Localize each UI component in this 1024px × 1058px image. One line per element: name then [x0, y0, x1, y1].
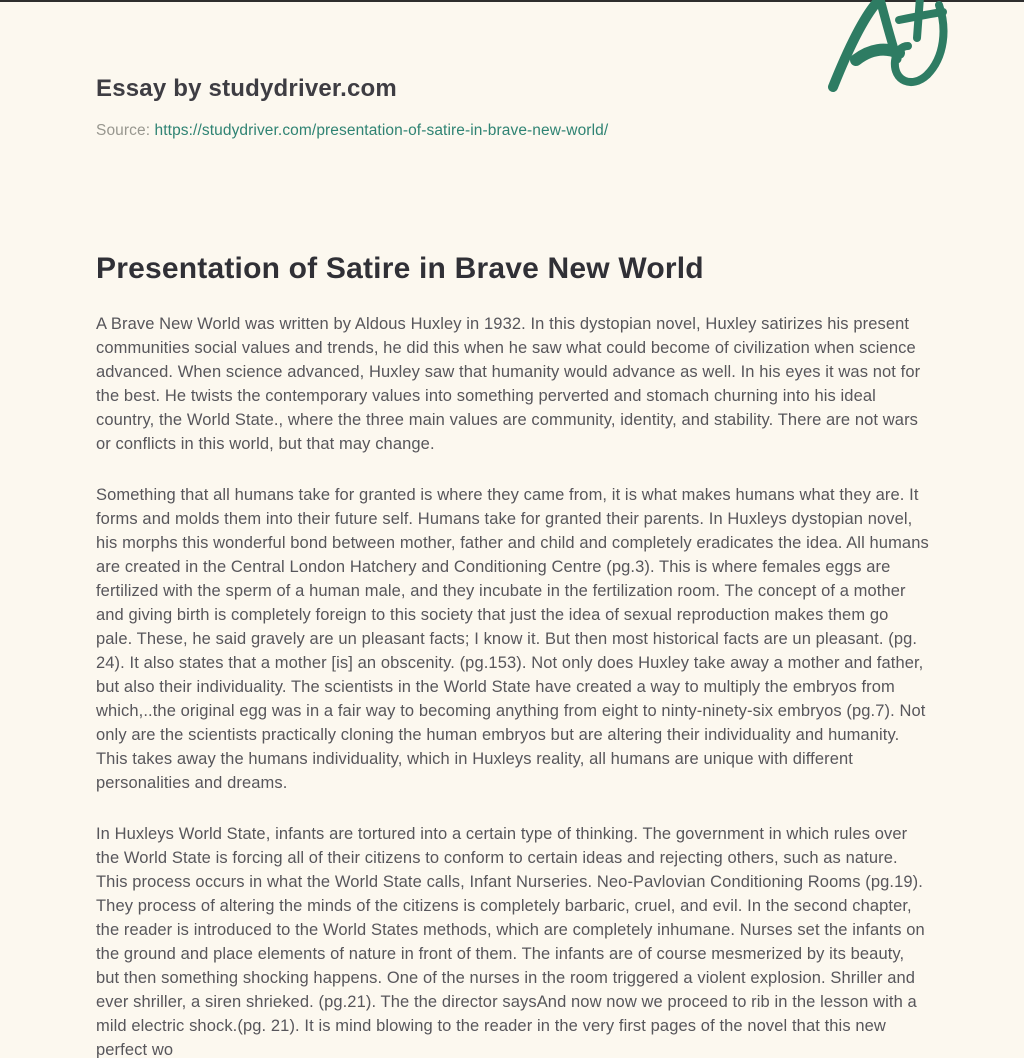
source-label: Source: [96, 122, 151, 139]
page-header [96, 0, 929, 140]
essay-paragraph-3: In Huxleys World State, infants are tortured into a certain type of thinking. The government in which rules over the World State is forcing all of their citizens to conform to certain ideas and rejecting others, such as nature. This process occurs in what the World State calls, Infant Nurseries. Neo-Pavlovian Conditioning Rooms (pg.19). They process of altering the minds of the citizens is completely barbaric, cruel, and evil. In the second chapter, the reader is introduced to the World States methods, which are completely inhumane. Nurses set the infants on the ground and place elements of nature in front of them. The infants are of course mesmerized by its beauty, but then something shocking happens. One of the nurses in the room triggered a violent explosion. Shriller and ever shriller, a siren shrieked. (pg.21). The the director saysAnd now now we proceed to rib in the lesson with a mild electric shock.(pg. 21). It is mind blowing to the reader in the very first pages of the novel that this new perfect wo [96, 825, 925, 1058]
essay-body [96, 312, 929, 1058]
essay-title: Presentation of Satire in Brave New World [96, 252, 704, 285]
source-link[interactable]: https://studydriver.com/presentation-of-satire-in-brave-new-world/ [154, 122, 609, 139]
a-plus-logo-icon [819, 0, 959, 98]
source-line [96, 122, 929, 140]
essay-paragraph-1: A Brave New World was written by Aldous Huxley in 1932. In this dystopian novel, Huxley satirizes his present communities social values and trends, he did this when he saw what could become of civilization when science advanced. When science advanced, Huxley saw that humanity would advance as well. In his eyes it was not for the best. He twists the contemporary values into something perverted and stomach churning into his ideal country, the World State., where the three main values are community, identity, and stability. There are not wars or conflicts in this world, but that may change. [96, 315, 921, 453]
essay-paragraph-2: Something that all humans take for granted is where they came from, it is what makes humans what they are. It forms and molds them into their future self. Humans take for granted their parents. In Huxleys dystopian novel, his morphs this wonderful bond between mother, father and child and completely eradicates the idea. All humans are created in the Central London Hatchery and Conditioning Centre (pg.3). This is where females eggs are fertilized with the sperm of a human male, and they incubate in the fertilization room. The concept of a mother and giving birth is completely foreign to this society that just the idea of sexual reproduction makes them go pale. These, he said gravely are un pleasant facts; I know it. But then most historical facts are un pleasant. (pg. 24). It also states that a mother [is] an obscenity. (pg.153). Not only does Huxley take away a mother and father, but also their individuality. The scientists in the World State have created a way to multiply the embryos from which,..the original egg was in a fair way to becoming anything from eight to ninty-ninety-six embryos (pg.7). Not only are the scientists practically cloning the human embryos but are altering their individuality and humanity. This takes away the humans individuality, which in Huxleys reality, all humans are unique with different personalities and dreams. [96, 486, 929, 792]
essay-article [96, 140, 929, 1058]
essay-by-heading: Essay by studydriver.com [96, 75, 397, 102]
